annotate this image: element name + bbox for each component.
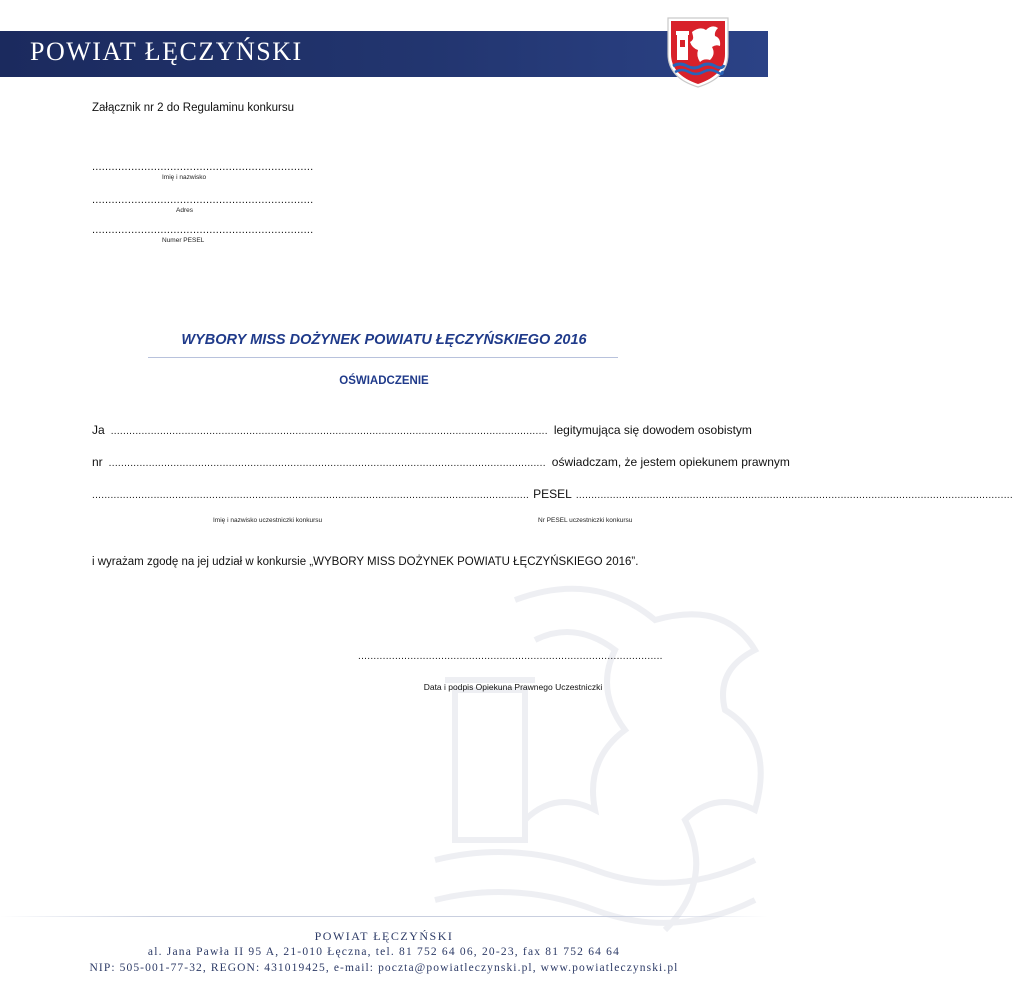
event-title: WYBORY MISS DOŻYNEK POWIATU ŁĘCZYŃSKIEGO 2016 <box>181 332 587 348</box>
line1-end: legitymująca się dowodem osobistym <box>553 423 752 437</box>
pesel-label: Numer PESEL <box>162 237 205 244</box>
footer-divider <box>0 916 768 917</box>
declaration-line-2 <box>92 455 790 469</box>
declaration-line-1 <box>92 423 752 437</box>
header-title: POWIAT ŁĘCZYŃSKI <box>30 37 303 66</box>
footer-address: al. Jana Pawła II 95 A, 21-010 Łęczna, tel. 81 752 64 06, 20-23, fax 81 752 64 64 <box>147 946 621 958</box>
declaration-title: OŚWIADCZENIE <box>339 375 429 387</box>
title-divider <box>148 357 618 358</box>
consent-statement: i wyrażam zgodę na jej udział w konkursie „WYBORY MISS DOŻYNEK POWIATU ŁĘCZYŃSKIEGO 2016”. <box>92 556 639 568</box>
name-dotted-line: .................................................................... <box>92 161 314 173</box>
line3-dots-right: .............................................................................................................................................. <box>575 490 1013 501</box>
coat-of-arms-icon <box>660 14 736 90</box>
line3-dots-left: .............................................................................................................................................. <box>92 490 530 501</box>
contestant-name-label: Imię i nazwisko uczestniczki konkursu <box>213 517 323 524</box>
address-dotted-line: .................................................................... <box>92 194 314 206</box>
line2-dots: .............................................................................................................................................. <box>108 458 546 469</box>
pesel-dotted-line: .................................................................... <box>92 224 314 236</box>
attachment-note: Załącznik nr 2 do Regulaminu konkursu <box>92 102 294 114</box>
address-label: Adres <box>176 207 193 214</box>
griffin-watermark-icon <box>395 560 775 940</box>
line2-end-text: oświadczam, że jestem opiekunem prawnym <box>551 455 790 469</box>
line3-pesel: PESEL <box>533 487 572 501</box>
footer-ids: NIP: 505-001-77-32, REGON: 431019425, e-mail: poczta@powiatleczynski.pl, www.powiatleczynski.pl <box>89 962 679 974</box>
footer-name: POWIAT ŁĘCZYŃSKI <box>314 929 454 943</box>
line2-end <box>552 455 790 469</box>
contestant-pesel-label: Nr PESEL uczestniczki konkursu <box>538 517 633 524</box>
signature-dotted-line: ................................................................................................... <box>358 651 663 662</box>
line1-start: Ja <box>92 423 105 437</box>
signature-label: Data i podpis Opiekuna Prawnego Uczestniczki <box>423 682 603 692</box>
line1-dots: .............................................................................................................................................. <box>110 426 548 437</box>
declaration-line-3 <box>92 487 1013 501</box>
line2-start: nr <box>92 455 103 469</box>
name-label: Imię i nazwisko <box>162 174 207 181</box>
header-bar <box>0 31 768 77</box>
